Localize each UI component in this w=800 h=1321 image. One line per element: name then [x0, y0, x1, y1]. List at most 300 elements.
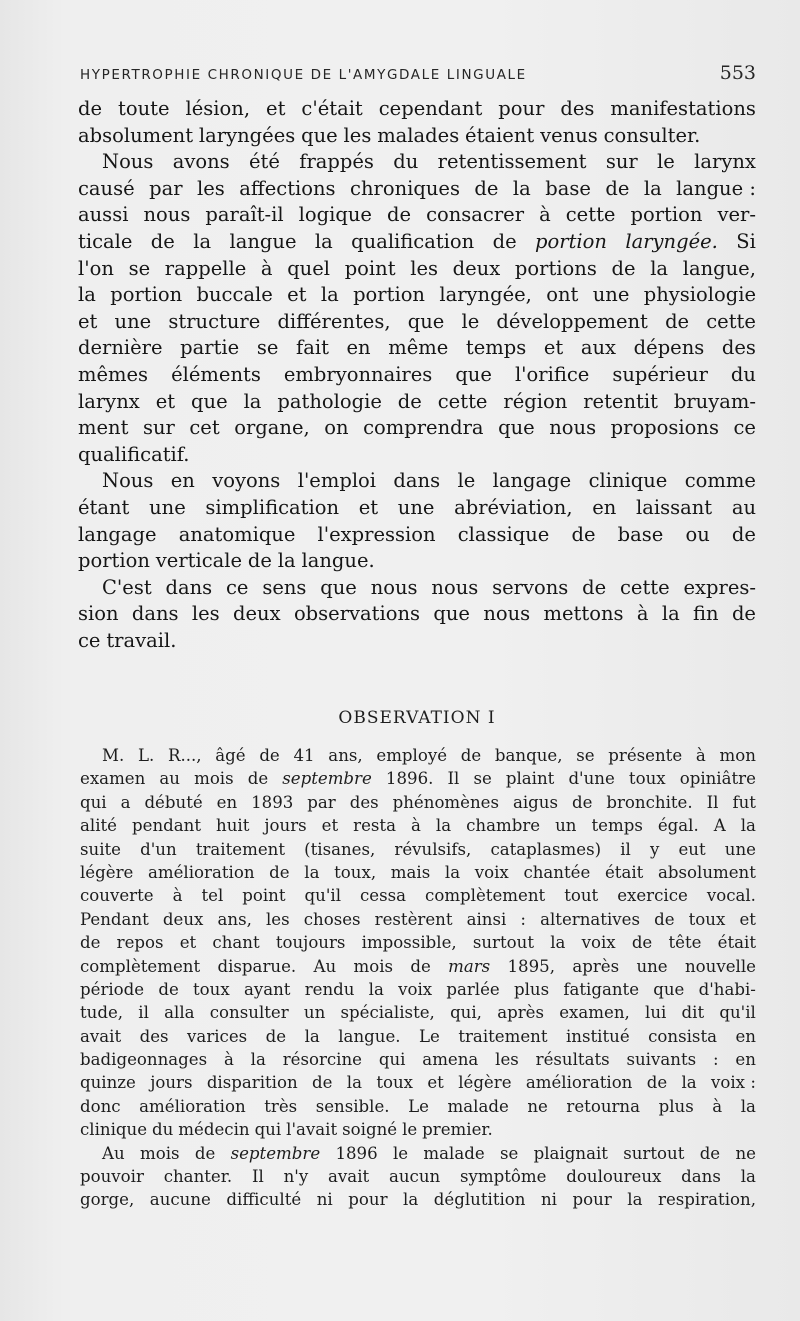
- word: aigus: [512, 792, 558, 812]
- word: toujours: [275, 933, 346, 953]
- word: un: [555, 816, 577, 836]
- word: qualification: [351, 229, 475, 253]
- word: frappés: [299, 150, 374, 174]
- word: mais: [390, 862, 431, 882]
- word: en: [735, 1026, 756, 1046]
- word: Le: [408, 1096, 429, 1116]
- word: l'avait: [286, 1120, 338, 1140]
- word: ticale: [78, 229, 133, 253]
- word: suite: [80, 839, 121, 859]
- word: de: [247, 769, 269, 789]
- word: rendu: [304, 979, 355, 999]
- word: structure: [168, 309, 261, 333]
- word: douloureux: [566, 1167, 662, 1187]
- page-header: [80, 62, 756, 86]
- text-line: [80, 814, 756, 837]
- word: ou: [685, 522, 710, 546]
- word: des: [560, 97, 595, 120]
- word: une: [149, 495, 186, 519]
- word: examen,: [559, 1003, 630, 1023]
- word: période: [80, 979, 145, 999]
- word: la: [78, 283, 96, 307]
- word: symptôme: [460, 1167, 547, 1187]
- word: toux,: [334, 862, 377, 882]
- word: alla: [164, 1003, 195, 1023]
- word: étant: [78, 495, 130, 519]
- word: légère: [458, 1073, 512, 1093]
- word: à: [411, 816, 421, 836]
- word: de: [265, 1026, 287, 1046]
- word: C'est: [102, 575, 152, 599]
- word: de: [460, 746, 482, 765]
- word: des: [349, 792, 379, 812]
- word: présente: [608, 746, 683, 765]
- text-line: [80, 791, 756, 814]
- text-line: [78, 282, 756, 309]
- word: de: [78, 97, 103, 120]
- word: nous: [143, 203, 191, 227]
- word: de: [259, 746, 280, 765]
- word: la: [346, 1073, 362, 1093]
- word: examen: [80, 769, 146, 789]
- word: cet: [189, 416, 220, 440]
- word: clinique: [80, 1120, 148, 1140]
- word: une: [592, 283, 630, 307]
- word: une: [397, 495, 435, 519]
- text-line: [78, 309, 756, 336]
- word: la: [250, 1050, 266, 1070]
- word: d'habi-: [698, 979, 756, 999]
- word: R...,: [167, 746, 202, 765]
- word: servons: [492, 575, 569, 599]
- word: logique: [298, 203, 372, 227]
- word: qualificatif.: [78, 442, 190, 466]
- word: que: [191, 389, 228, 413]
- word: et: [287, 283, 307, 307]
- text-line: [78, 415, 756, 442]
- word: quel: [287, 256, 331, 280]
- word: Au: [102, 1143, 125, 1163]
- word: amena: [422, 1050, 479, 1070]
- word: absolument: [78, 123, 194, 147]
- word: respiration,: [658, 1190, 756, 1210]
- word: d'un: [140, 839, 177, 859]
- word: par: [149, 176, 183, 200]
- word: soigné: [342, 1120, 398, 1140]
- text-line: [78, 256, 756, 283]
- word: en: [735, 1050, 756, 1070]
- word: langue.: [338, 1026, 401, 1046]
- text-line: [80, 1001, 756, 1024]
- word: des: [721, 336, 756, 360]
- word: :: [520, 909, 527, 929]
- word: après: [572, 956, 620, 976]
- word: de: [158, 979, 179, 999]
- word: langue: [229, 229, 297, 253]
- word: consulter.: [603, 123, 701, 147]
- word: la: [403, 1190, 419, 1210]
- word: Nous: [102, 150, 154, 174]
- word: surtout: [623, 1143, 685, 1163]
- word: repos: [116, 933, 164, 953]
- word: malade: [447, 1096, 509, 1116]
- word: laryngée.: [625, 229, 718, 253]
- text-line: [80, 1142, 756, 1165]
- word: il: [138, 1003, 149, 1023]
- word: du: [393, 150, 419, 174]
- word: de: [386, 203, 412, 227]
- text-line: [78, 628, 756, 655]
- word: débuté: [144, 792, 203, 812]
- word: laryngée,: [439, 283, 532, 307]
- text-line: [78, 575, 756, 602]
- word: se: [473, 769, 492, 789]
- word: 41: [293, 746, 315, 765]
- word: 1896.: [385, 769, 434, 789]
- word: lésion,: [185, 97, 251, 120]
- word: en: [592, 495, 617, 519]
- word: classique: [457, 522, 550, 546]
- word: amélioration: [139, 1096, 246, 1116]
- word: langue :: [676, 176, 756, 200]
- word: de: [269, 862, 290, 882]
- word: la: [740, 816, 756, 836]
- word: portions: [514, 256, 597, 280]
- word: que: [498, 416, 535, 440]
- word: les: [410, 256, 438, 280]
- word: langage: [78, 522, 157, 546]
- word: abréviation,: [454, 495, 573, 519]
- word: embryonnaires: [283, 362, 433, 386]
- word: différentes,: [277, 309, 391, 333]
- word: dit: [681, 1003, 705, 1023]
- running-head: HYPERTROPHIE CHRONIQUE DE L'AMYGDALE LINGUALE: [80, 67, 527, 83]
- word: résorcine: [282, 1050, 363, 1070]
- word: des: [139, 1026, 169, 1046]
- word: aux: [580, 336, 617, 360]
- word: aussi: [78, 203, 129, 227]
- word: ni: [541, 1190, 557, 1210]
- word: absolument: [657, 862, 756, 882]
- word: observations: [293, 602, 421, 626]
- word: et: [78, 309, 98, 333]
- word: sion: [78, 602, 119, 626]
- word: ainsi: [466, 909, 507, 929]
- word: spécialiste,: [340, 1003, 435, 1023]
- word: cependant: [378, 97, 483, 120]
- word: clinique: [588, 469, 668, 493]
- word: mettons: [543, 602, 624, 626]
- word: buccale: [196, 283, 273, 307]
- text-line: [80, 1071, 756, 1094]
- word: mois: [139, 1143, 180, 1163]
- word: Si: [736, 229, 756, 253]
- word: cataplasmes): [490, 839, 602, 859]
- word: difficulté: [226, 1190, 302, 1210]
- word: plus: [658, 1096, 694, 1116]
- text-line: [80, 955, 756, 978]
- word: du: [152, 1120, 174, 1140]
- word: très: [264, 1096, 298, 1116]
- word: cette: [619, 575, 670, 599]
- word: premier.: [422, 1120, 493, 1140]
- word: fait: [295, 336, 329, 360]
- word: la: [304, 1026, 320, 1046]
- word: une: [636, 956, 668, 976]
- text-line: [80, 1048, 756, 1071]
- word: deux: [162, 909, 204, 929]
- word: anatomique: [178, 522, 296, 546]
- word: un: [303, 1003, 326, 1023]
- word: causé: [78, 176, 135, 200]
- word: et: [155, 389, 176, 413]
- word: portion: [110, 283, 183, 307]
- word: médecin: [178, 1120, 250, 1140]
- word: complètement: [80, 956, 201, 976]
- word: tel: [201, 886, 224, 906]
- word: cessa: [360, 886, 407, 906]
- word: de: [646, 1073, 668, 1093]
- word: larynx: [78, 389, 140, 413]
- word: Il: [447, 769, 460, 789]
- word: de: [699, 1143, 721, 1163]
- word: dans: [393, 469, 441, 493]
- word: comme: [684, 469, 756, 493]
- word: complètement: [425, 886, 546, 906]
- word: Au: [313, 956, 337, 976]
- word: proposions: [610, 416, 719, 440]
- page-number: 553: [719, 62, 756, 84]
- word: se: [128, 256, 151, 280]
- word: sensible.: [315, 1096, 390, 1116]
- word: qu'il: [304, 886, 342, 906]
- text-line: [80, 1118, 756, 1141]
- word: la: [193, 229, 212, 253]
- word: toux: [688, 909, 726, 929]
- word: dernière: [78, 336, 163, 360]
- word: A: [713, 816, 726, 836]
- word: le: [392, 1143, 409, 1163]
- word: l'expression: [317, 522, 436, 546]
- word: nous: [483, 602, 531, 626]
- word: ni: [316, 1190, 333, 1210]
- word: le: [657, 150, 675, 174]
- word: les: [191, 602, 220, 626]
- word: pour: [498, 97, 545, 120]
- word: d'une: [568, 769, 615, 789]
- word: organe,: [234, 416, 310, 440]
- word: amélioration: [525, 1073, 633, 1093]
- word: travail.: [106, 628, 177, 652]
- word: plaint: [505, 769, 555, 789]
- word: c'était: [301, 97, 363, 120]
- word: langue.: [301, 549, 375, 573]
- word: ce: [733, 416, 756, 440]
- word: le: [402, 1120, 418, 1140]
- word: septembre: [282, 769, 372, 789]
- word: la: [661, 602, 680, 626]
- word: que: [433, 602, 470, 626]
- word: cette: [706, 309, 756, 333]
- word: ce: [226, 575, 249, 599]
- word: surtout: [472, 933, 535, 953]
- word: la: [435, 816, 452, 836]
- text-line: [78, 601, 756, 628]
- word: comprendra: [363, 416, 484, 440]
- word: phénomènes: [392, 792, 500, 812]
- word: l'emploi: [297, 469, 377, 493]
- word: même: [388, 336, 449, 360]
- word: à: [260, 256, 273, 280]
- word: traitement: [458, 1026, 548, 1046]
- word: supérieur: [612, 362, 708, 386]
- text-line: [80, 744, 756, 767]
- word: la: [740, 1167, 756, 1187]
- word: physiologie: [643, 283, 756, 307]
- text-line: [80, 978, 756, 1001]
- word: :: [712, 1050, 719, 1070]
- word: Pendant: [80, 909, 149, 929]
- text-line: [78, 442, 756, 469]
- word: expres-: [683, 575, 756, 599]
- word: qui: [254, 1120, 282, 1140]
- word: nous: [431, 575, 479, 599]
- word: toux: [193, 979, 230, 999]
- word: restèrent: [374, 909, 453, 929]
- word: que: [320, 575, 357, 599]
- word: nous: [370, 575, 418, 599]
- word: ont: [546, 283, 579, 307]
- word: aucune: [149, 1190, 211, 1210]
- word: on: [324, 416, 349, 440]
- word: nous: [549, 416, 597, 440]
- word: portion: [630, 203, 703, 227]
- word: M.: [102, 746, 125, 765]
- text-line: [78, 362, 756, 389]
- word: alité: [80, 816, 117, 836]
- word: de: [474, 176, 499, 200]
- word: ans,: [328, 746, 363, 765]
- text-line: [78, 202, 756, 229]
- word: la: [243, 389, 262, 413]
- word: au: [731, 495, 756, 519]
- word: voix :: [711, 1073, 756, 1093]
- word: pour: [572, 1190, 612, 1210]
- word: point: [344, 256, 396, 280]
- word: se: [256, 336, 279, 360]
- word: consulter: [209, 1003, 289, 1023]
- word: deux: [452, 256, 501, 280]
- word: choses: [303, 909, 361, 929]
- word: nouvelle: [684, 956, 756, 976]
- word: de: [312, 1073, 333, 1093]
- word: disparue.: [217, 956, 297, 976]
- word: que: [407, 309, 445, 333]
- word: les: [197, 176, 225, 200]
- text-line: [80, 1095, 756, 1118]
- text-line: [80, 861, 756, 884]
- word: dépens: [633, 336, 705, 360]
- word: consista: [648, 1026, 718, 1046]
- word: laissant: [636, 495, 713, 519]
- word: de: [631, 933, 653, 953]
- word: couverte: [80, 886, 154, 906]
- text-line: [80, 1188, 756, 1211]
- word: égal.: [657, 816, 699, 836]
- word: base: [545, 176, 591, 200]
- word: bruyam-: [673, 389, 756, 413]
- word: institué: [566, 1026, 630, 1046]
- word: de: [731, 602, 756, 626]
- observation-text: [80, 744, 756, 1212]
- text-line: [78, 548, 756, 575]
- word: mois: [353, 956, 394, 976]
- word: du: [730, 362, 756, 386]
- word: manifestations: [610, 97, 756, 120]
- word: mon: [719, 746, 756, 765]
- word: après: [497, 1003, 544, 1023]
- word: de: [571, 792, 593, 812]
- word: il: [620, 839, 631, 859]
- word: alternatives: [540, 909, 640, 929]
- text-line: [78, 495, 756, 522]
- word: lui: [645, 1003, 667, 1023]
- word: dans: [131, 602, 179, 626]
- word: une: [114, 309, 152, 333]
- word: traitement: [195, 839, 286, 859]
- word: à: [712, 1096, 723, 1116]
- word: région: [503, 389, 568, 413]
- word: jours: [150, 1073, 193, 1093]
- word: banque,: [494, 746, 563, 765]
- word: au: [159, 769, 180, 789]
- word: mêmes: [78, 362, 149, 386]
- word: badigeonnages: [80, 1050, 208, 1070]
- word: la: [740, 1096, 756, 1116]
- word: de: [582, 575, 607, 599]
- word: tête: [668, 933, 702, 953]
- word: 1895,: [507, 956, 556, 976]
- word: la: [314, 229, 333, 253]
- word: déglutition: [433, 1190, 526, 1210]
- word: pendant: [132, 816, 202, 836]
- word: quinze: [80, 1073, 136, 1093]
- word: une: [724, 839, 756, 859]
- word: que: [455, 362, 492, 386]
- word: chant: [212, 933, 260, 953]
- word: ment: [78, 416, 129, 440]
- word: chanter.: [163, 1167, 233, 1187]
- word: opiniâtre: [679, 769, 756, 789]
- word: (tisanes,: [304, 839, 376, 859]
- word: la: [277, 549, 296, 573]
- word: malade: [423, 1143, 485, 1163]
- word: révulsifs,: [394, 839, 472, 859]
- word: l'orifice: [514, 362, 590, 386]
- word: exercice: [617, 886, 688, 906]
- text-line: [80, 767, 756, 790]
- body-paragraphs: [78, 96, 756, 654]
- word: de: [611, 256, 636, 280]
- word: plaignait: [533, 1143, 608, 1163]
- word: et: [358, 495, 379, 519]
- text-line: [80, 1165, 756, 1188]
- word: les: [343, 123, 372, 147]
- word: de: [247, 549, 272, 573]
- text-line: [80, 838, 756, 861]
- word: retourna: [566, 1096, 641, 1116]
- word: qui,: [450, 1003, 482, 1023]
